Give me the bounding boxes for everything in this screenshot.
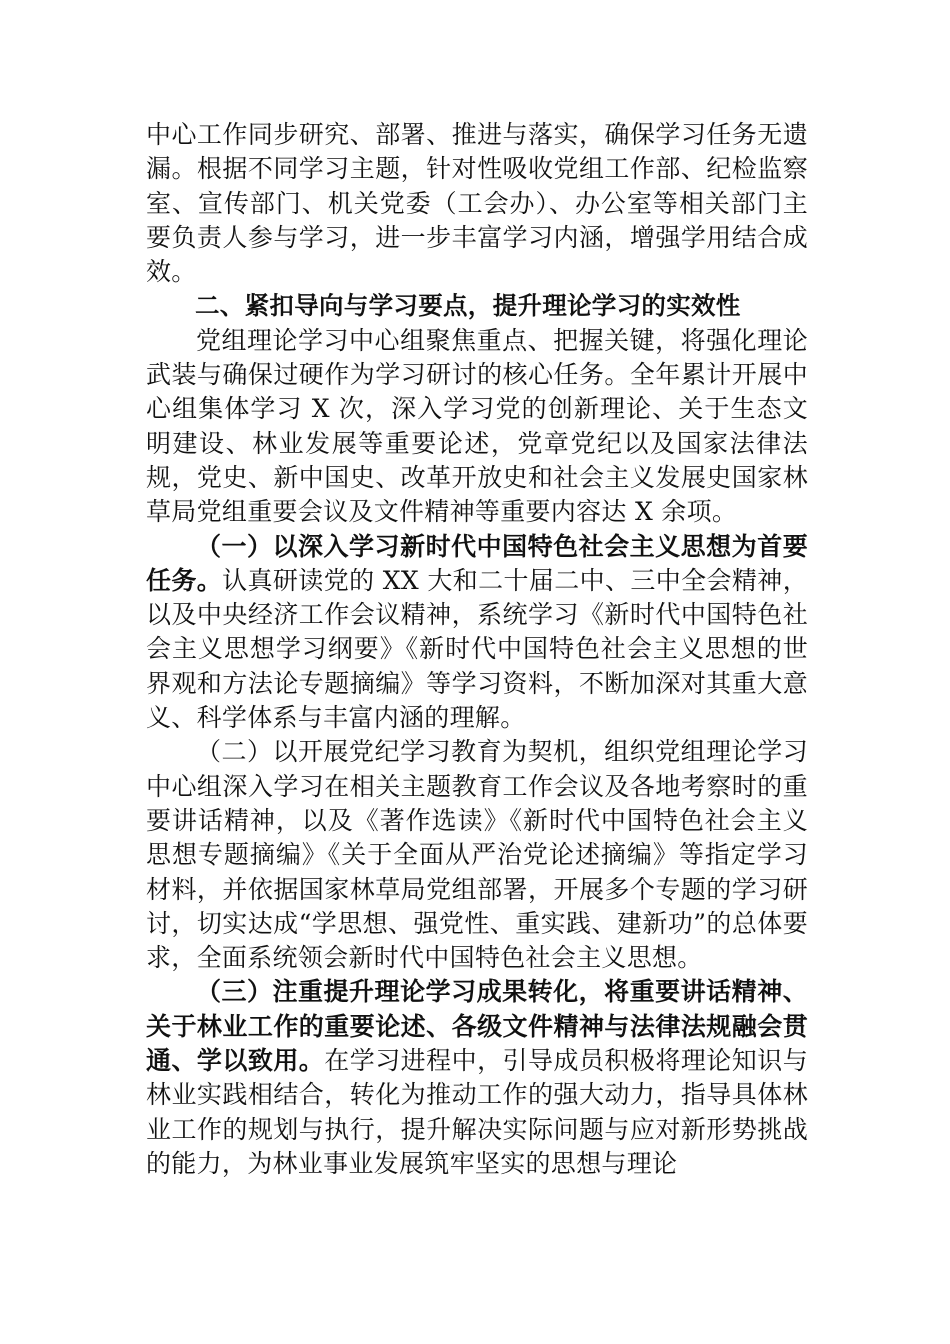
list-item-2: （二）以开展党纪学习教育为契机，组织党组理论学习中心组深入学习在相关主题教育工作会议及各地考察时的重要讲话精神，以及《著作选读》《新时代中国特色社会主义思想专题摘编》《关于全面从严治党论述摘编》等指定学习材料，并依据国家林草局党组部署，开展多个专题的学习研讨，切实达成“学思想、强党性、重实践、建新功”的总体要求，全面系统领会新时代中国特色社会主义思想。: [146, 737, 808, 973]
list-item-3-body: 在学习进程中，引导成员积极将理论知识与林业实践相结合，转化为推动工作的强大动力，指导具体林业工作的规划与执行，提升解决实际问题与应对新形势挑战的能力，为林业事业发展筑牢坚实的思想与理论: [146, 1046, 808, 1178]
list-item-1: [146, 530, 808, 736]
section-heading: 二、紧扣导向与学习要点，提升理论学习的实效性: [195, 291, 741, 321]
list-item-1-body: 认真研读党的 XX 大和二十届二中、三中全会精神，以及中央经济工作会议精神，系统学习《新时代中国特色社会主义思想学习纲要》《新时代中国特色社会主义思想的世界观和方法论专题摘编》等学习资料，不断加深对其重大意义、科学体系与丰富内涵的理解。: [146, 565, 808, 733]
list-item-3-lead: （三）注重提升理论学习成果转化，将重要讲话精神、关于林业工作的重要论述、各级文件精神与法律法规融会贯通、学以致用。: [146, 977, 808, 1076]
document-body: [146, 118, 808, 1181]
paragraph-summary: 党组理论学习中心组聚焦重点、把握关键，将强化理论武装与确保过硬作为学习研讨的核心任务。全年累计开展中心组集体学习 X 次，深入学习党的创新理论、关于生态文明建设、林业发展等重要论述，党章党纪以及国家法律法规，党史、新中国史、改革开放史和社会主义发展史国家林草局党组重要会议及文件精神等重要内容达 X 余项。: [146, 325, 808, 527]
list-item-3: [146, 975, 808, 1181]
list-item-1-lead: （一）以深入学习新时代中国特色社会主义思想为首要任务。: [146, 531, 808, 595]
paragraph-continued: 中心工作同步研究、部署、推进与落实，确保学习任务无遗漏。根据不同学习主题，针对性吸收党组工作部、纪检监察室、宣传部门、机关党委（工会办）、办公室等相关部门主要负责人参与学习，进一步丰富学习内涵，增强学用结合成效。: [146, 120, 808, 287]
